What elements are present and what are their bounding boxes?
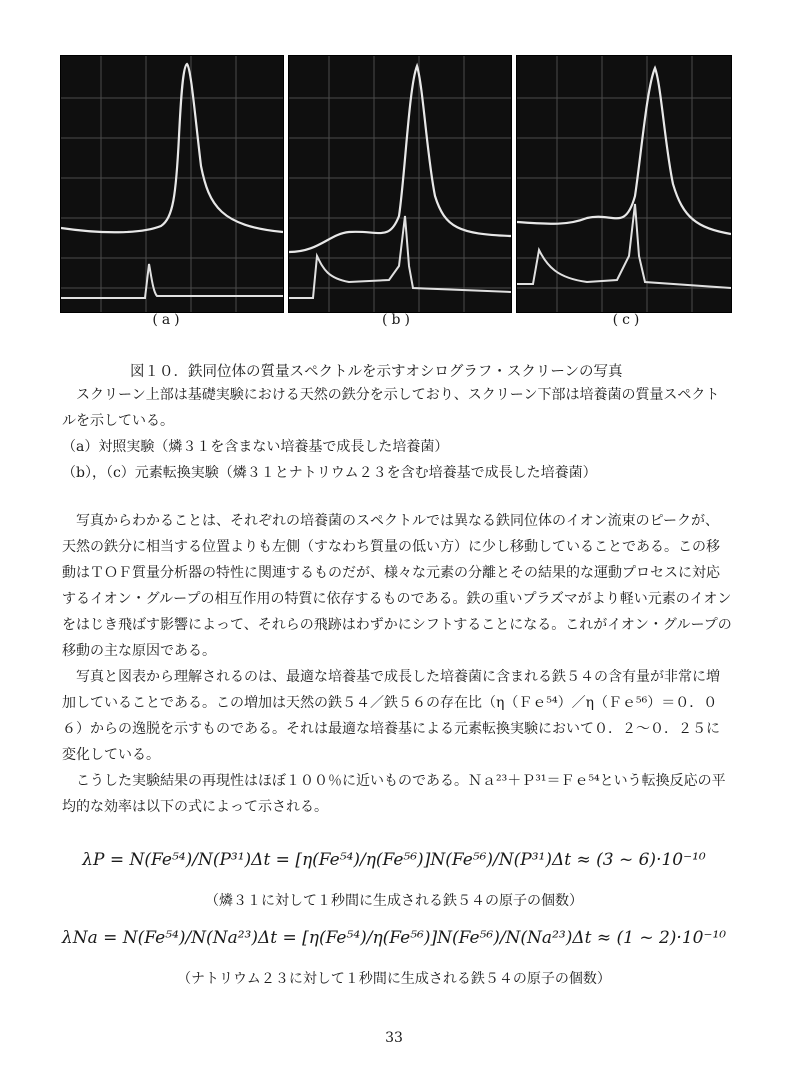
figure-caption-title: 図１０．鉄同位体の質量スペクトルを示すオシログラフ・スクリーンの写真 bbox=[130, 364, 623, 380]
panel-label-c: (c) bbox=[612, 312, 644, 328]
caption-line: （b），（c）元素転換実験（燐３１とナトリウム２３を含む培養基で成長した培養菌） bbox=[62, 465, 597, 481]
page-number: 33 bbox=[385, 1030, 403, 1046]
equation-phosphorus-note: （燐３１に対して１秒間に生成される鉄５４の原子の個数） bbox=[205, 893, 583, 909]
oscillograph-figure bbox=[60, 55, 730, 315]
oscillograph-trace-c bbox=[517, 56, 731, 312]
caption-line: （a）対照実験（燐３１を含まない培養基で成長した培養菌） bbox=[62, 439, 449, 455]
equation-sodium: λNa = N(Fe⁵⁴)/N(Na²³)Δt = [η(Fe⁵⁴)/η(Fe⁵⁶)]N(Fe⁵⁶)/N(Na²³)Δt ≈ (1 ~ 2)·10⁻¹⁰ bbox=[61, 928, 727, 948]
body-paragraph: こうした実験結果の再現性はほぼ１００％に近いものである。Ｎａ²³＋Ｐ³¹＝Ｆｅ⁵⁴という転換反応の平均的な効率は以下の式によって示される。 bbox=[62, 773, 726, 815]
panel-label-a: (a) bbox=[152, 312, 184, 328]
oscillograph-panel-b bbox=[288, 55, 512, 313]
caption-line: スクリーン上部は基礎実験における天然の鉄分を示しており、スクリーン下部は培養菌の質量スペクトルを示している。 bbox=[62, 387, 720, 429]
equation-phosphorus: λP = N(Fe⁵⁴)/N(P³¹)Δt = [η(Fe⁵⁴)/η(Fe⁵⁶)]N(Fe⁵⁶)/N(P³¹)Δt ≈ (3 ~ 6)·10⁻¹⁰ bbox=[82, 850, 706, 870]
body-text bbox=[62, 508, 732, 820]
figure-caption-body bbox=[62, 382, 732, 486]
oscillograph-trace-a bbox=[61, 56, 283, 312]
oscillograph-panel-a bbox=[60, 55, 284, 313]
oscillograph-panel-c bbox=[516, 55, 732, 313]
oscillograph-trace-b bbox=[289, 56, 511, 312]
body-paragraph: 写真からわかることは、それぞれの培養菌のスペクトルでは異なる鉄同位体のイオン流束のピークが、天然の鉄分に相当する位置よりも左側（すなわち質量の低い方）に少し移動していることである。この移動はＴＯＦ質量分析器の特性に関連するものだが、様々な元素の分離とその結果的な運動プロセスに対応するイオン・グループの相互作用の特質に依存するものである。鉄の重いプラズマがより軽い元素のイオンをはじき飛ばす影響によって、それらの飛跡はわずかにシフトすることになる。これがイオン・グループの移動の主な原因である。 bbox=[62, 513, 732, 659]
panel-label-b: (b) bbox=[382, 312, 414, 328]
body-paragraph: 写真と図表から理解されるのは、最適な培養基で成長した培養菌に含まれる鉄５４の含有量が非常に増加していることである。この増加は天然の鉄５４／鉄５６の存在比（η（Ｆｅ⁵⁴）／η（Ｆｅ⁵⁶）＝０．０６）からの逸脱を示すものである。それは最適な培養基による元素転換実験において０．２〜０．２５に変化している。 bbox=[62, 669, 720, 763]
equation-sodium-note: （ナトリウム２３に対して１秒間に生成される鉄５４の原子の個数） bbox=[177, 971, 611, 987]
